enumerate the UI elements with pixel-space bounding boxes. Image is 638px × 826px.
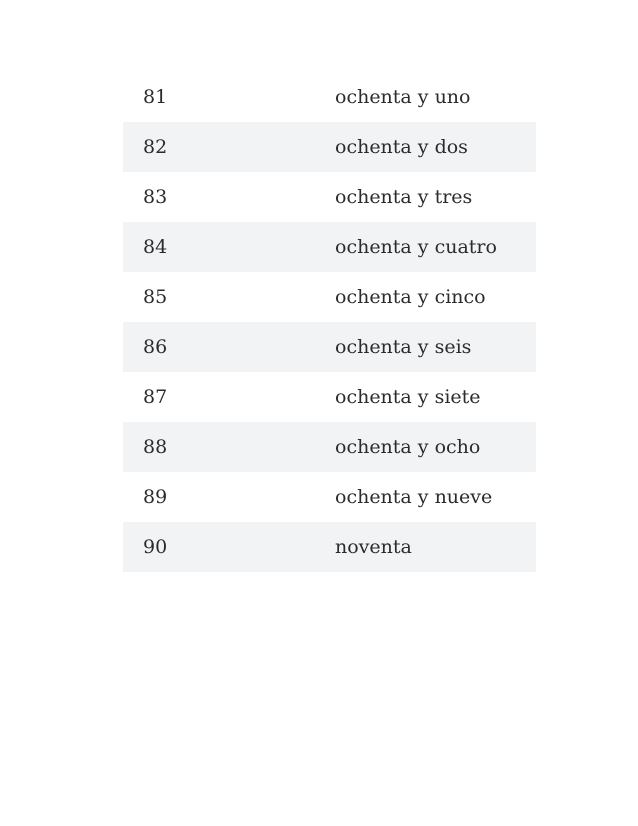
number-cell: 85 bbox=[143, 286, 168, 308]
number-cell: 87 bbox=[143, 386, 168, 408]
number-words-table bbox=[123, 72, 536, 572]
number-cell: 90 bbox=[123, 522, 335, 572]
number-cell: 88 bbox=[123, 422, 335, 472]
word-cell: ochenta y cuatro bbox=[335, 222, 536, 272]
table-body bbox=[123, 72, 536, 572]
word-cell: ochenta y uno bbox=[335, 86, 471, 108]
table-row bbox=[123, 172, 536, 222]
number-cell: 89 bbox=[143, 486, 168, 508]
word-cell: ochenta y seis bbox=[335, 322, 536, 372]
word-cell: ochenta y dos bbox=[335, 122, 536, 172]
table-row bbox=[123, 222, 536, 272]
word-cell: ochenta y siete bbox=[335, 386, 481, 408]
table-row bbox=[123, 522, 536, 572]
number-cell: 83 bbox=[143, 186, 168, 208]
word-cell: noventa bbox=[335, 522, 536, 572]
word-cell: ochenta y ocho bbox=[335, 422, 536, 472]
number-cell: 86 bbox=[123, 322, 335, 372]
table-row bbox=[123, 72, 536, 122]
table-row bbox=[123, 122, 536, 172]
table-row bbox=[123, 422, 536, 472]
number-cell: 81 bbox=[143, 86, 168, 108]
table-row bbox=[123, 472, 536, 522]
number-cell: 82 bbox=[123, 122, 335, 172]
number-cell: 84 bbox=[123, 222, 335, 272]
word-cell: ochenta y cinco bbox=[335, 286, 486, 308]
table-row bbox=[123, 272, 536, 322]
word-cell: ochenta y nueve bbox=[335, 486, 493, 508]
table-row bbox=[123, 372, 536, 422]
word-cell: ochenta y tres bbox=[335, 186, 473, 208]
table-row bbox=[123, 322, 536, 372]
